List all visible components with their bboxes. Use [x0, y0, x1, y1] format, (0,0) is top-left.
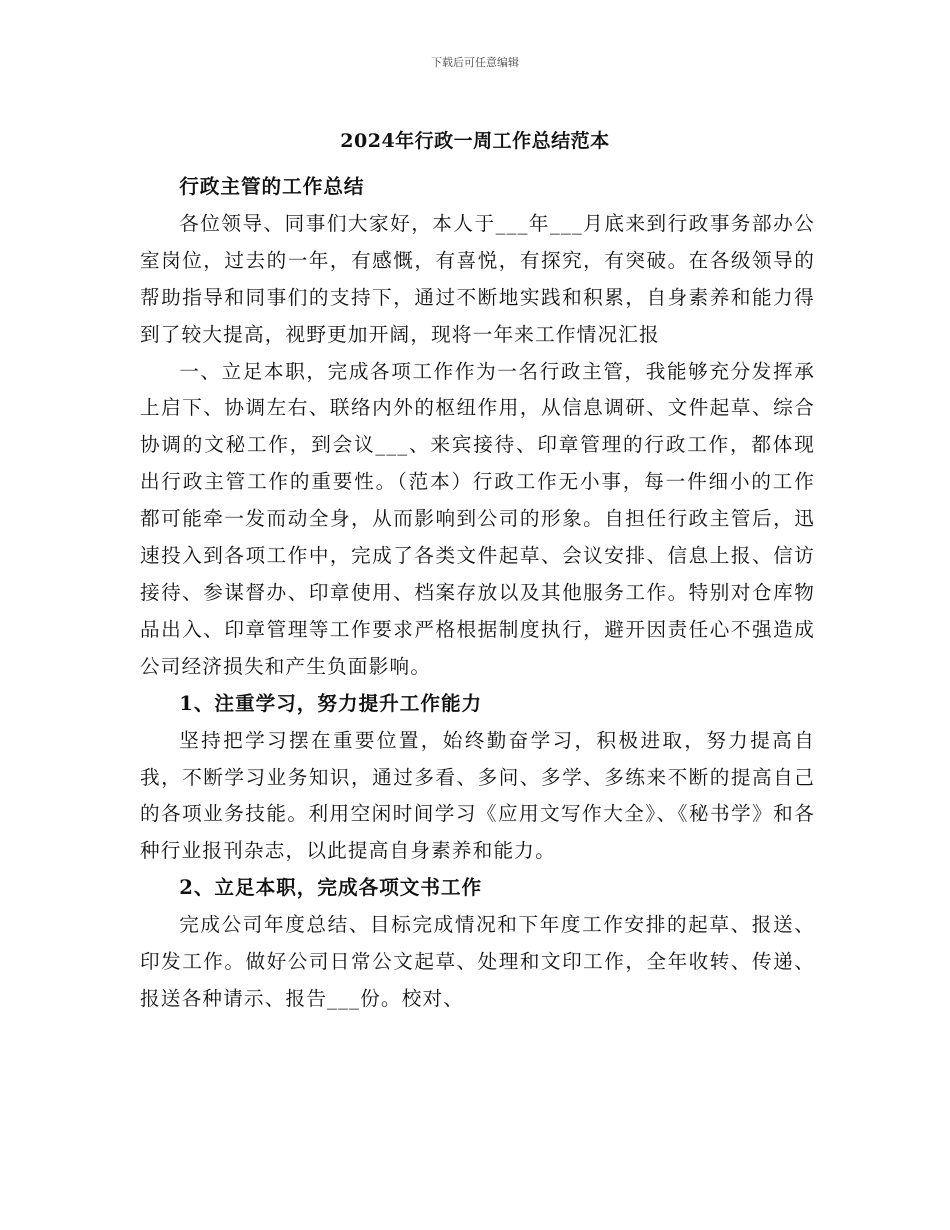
page-header-note: 下载后可任意编辑 [431, 56, 519, 69]
section-heading-supervisor-summary: 行政主管的工作总结 [179, 175, 365, 198]
document-title: 2024年行政一周工作总结范本 [340, 130, 610, 152]
document-body [140, 169, 815, 1018]
paragraph-learning: 坚持把学习摆在重要位置，始终勤奋学习，积极进取，努力提高自我，不断学习业务知识，通过多看、多问、多学、多练来不断的提高自己的各项业务技能。利用空闲时间学习《应用文写作大全》、《秘书学》和各种行业报刊杂志，以此提高自身素养和能力。 [140, 728, 815, 863]
section-heading-documents: 2、立足本职，完成各项文书工作 [179, 876, 483, 900]
paragraph-greeting: 各位领导、同事们大家好，本人于___年___月底来到行政事务部办公室岗位，过去的一年，有感慨，有喜悦，有探究，有突破。在各级领导的帮助指导和同事们的支持下，通过不断地实践和积累，自身素养和能力得到了较大提高，视野更加开阔，现将一年来工作情况汇报 [140, 211, 815, 346]
section-heading-learning: 1、注重学习，努力提升工作能力 [179, 691, 483, 715]
paragraph-documents: 完成公司年度总结、目标完成情况和下年度工作安排的起草、报送、印发工作。做好公司日常公文起草、处理和文印工作，全年收转、传递、报送各种请示、报告___份。校对、 [140, 913, 815, 1010]
paragraph-duties: 一、立足本职，完成各项工作作为一名行政主管，我能够充分发挥承上启下、协调左右、联络内外的枢纽作用，从信息调研、文件起草、综合协调的文秘工作，到会议___、来宾接待、印章管理的行政工作，都体现出行政主管工作的重要性。（范本）行政工作无小事，每一件细小的工作都可能牵一发而动全身，从而影响到公司的形象。自担任行政主管后，迅速投入到各项工作中，完成了各类文件起草、会议安排、信息上报、信访接待、参谋督办、印章使用、档案存放以及其他服务工作。特别对仓库物品出入、印章管理等工作要求严格根据制度执行，避开因责任心不强造成公司经济损失和产生负面影响。 [140, 359, 815, 678]
